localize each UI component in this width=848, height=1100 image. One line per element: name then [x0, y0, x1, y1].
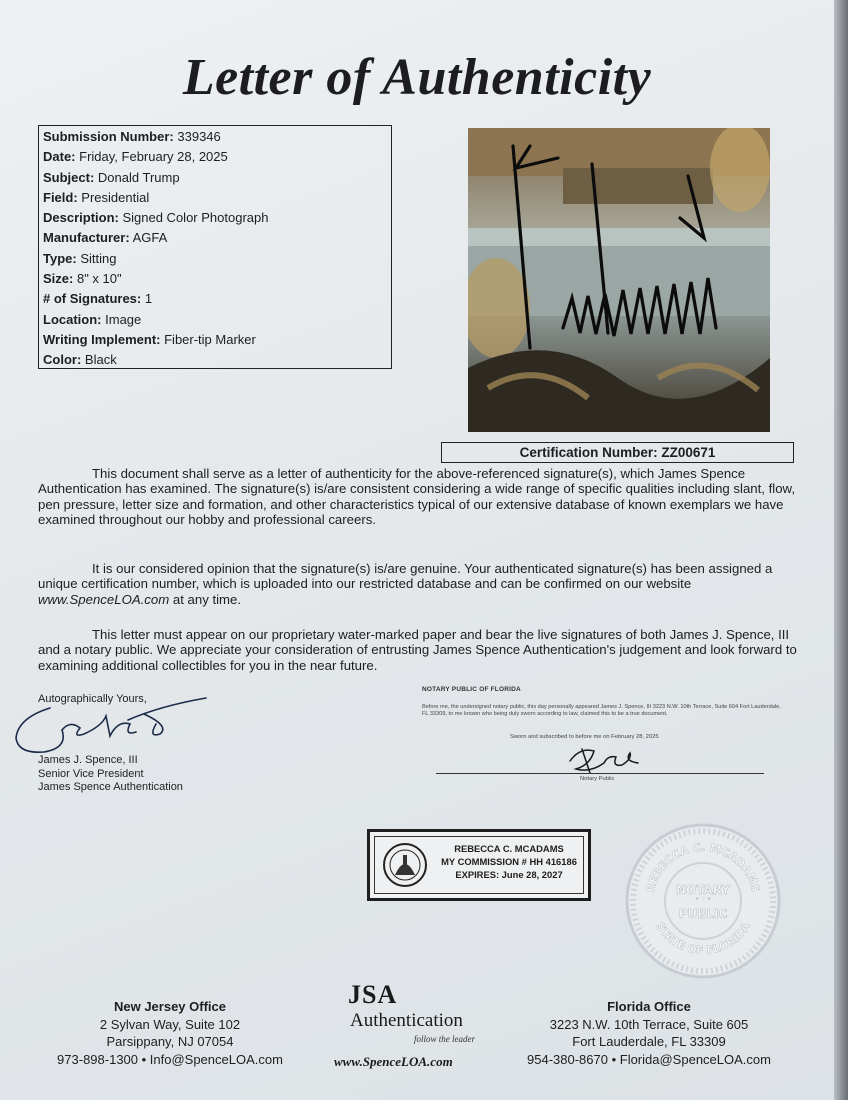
signer-name: James J. Spence, III — [38, 754, 138, 766]
detail-label: Date: — [43, 149, 76, 165]
notary-signature — [560, 743, 650, 777]
detail-row — [43, 310, 387, 330]
notary-stamp — [367, 829, 591, 901]
detail-label: Field: — [43, 189, 78, 205]
detail-value: 8" x 10" — [76, 271, 122, 287]
jsa-logo — [322, 978, 508, 1074]
signer-role: Senior Vice President — [38, 767, 144, 780]
detail-label: Submission Number: — [43, 129, 174, 144]
seal-bottom-text: STATE OF FLORIDA — [653, 920, 753, 958]
detail-row — [43, 127, 387, 147]
office-name: Florida Office — [607, 999, 691, 1014]
seal-divider-icon: •◦• — [694, 894, 712, 905]
detail-label: Type: — [43, 250, 77, 266]
office-city: Fort Lauderdale, FL 33309 — [572, 1034, 726, 1049]
seal-center-text: PUBLIC — [678, 907, 728, 921]
logo-mark: JSA — [348, 980, 398, 1009]
notary-label: Notary Public — [580, 776, 615, 782]
stamp-expiration: EXPIRES: June 28, 2027 — [455, 869, 563, 880]
signed-photograph-image — [468, 128, 770, 432]
logo-tagline: follow the leader — [414, 1034, 475, 1044]
office-name: New Jersey Office — [113, 999, 226, 1014]
detail-value: Signed Color Photograph — [122, 210, 269, 226]
certification-value: ZZ00671 — [661, 445, 716, 460]
notary-signature-line — [436, 773, 764, 774]
certification-label: Certification Number: — [519, 445, 658, 460]
office-city: Parsippany, NJ 07054 — [106, 1034, 234, 1049]
detail-label: # of Signatures: — [43, 291, 142, 307]
stamp-notary-name: REBECCA C. MCADAMS — [454, 843, 564, 854]
notary-embossed-seal — [624, 822, 782, 980]
detail-row — [43, 289, 387, 309]
signer-company: James Spence Authentication — [38, 781, 183, 793]
detail-label: Description: — [43, 210, 119, 226]
signer-block — [38, 754, 183, 795]
detail-value: Donald Trump — [97, 169, 180, 185]
page-edge-shadow — [834, 0, 848, 1100]
website-link[interactable]: www.SpenceLOA.com — [38, 591, 170, 607]
seal-center-text: NOTARY — [675, 883, 731, 897]
office-contact: 954-380-8670 • Florida@SpenceLOA.com — [527, 1051, 771, 1067]
detail-row — [43, 350, 387, 370]
detail-row — [43, 330, 387, 350]
detail-label: Location: — [43, 311, 102, 327]
stamp-text — [434, 842, 584, 881]
new-jersey-office — [30, 998, 310, 1068]
detail-label: Subject: — [43, 169, 95, 185]
office-address: 2 Sylvan Way, Suite 102 — [99, 1016, 241, 1032]
detail-value: AGFA — [132, 230, 168, 246]
detail-value: Friday, February 28, 2025 — [79, 149, 228, 165]
detail-row — [43, 228, 387, 248]
notary-sworn-date: Sworn and subscribed to before me on February 28, 2025 — [510, 734, 659, 740]
notary-statement: Before me, the undersigned notary public, this day personally appeared James J. Spence, III 3223 N.W. 10th Terrace, Suite 604 Fort Lauderdale, FL 33309, to me known who being duly sworn according to law, claimed this to be a true document. — [422, 704, 781, 717]
detail-value: Black — [84, 352, 117, 368]
detail-value: Sitting — [80, 250, 117, 266]
watermark-paragraph: This letter must appear on our proprietary water-marked paper and bear the live signatures of both James J. Spence, III and a notary public. We appreciate your consideration of entrusting James Spence Authentication's judgement and look forward to examining additional collectibles for you in the near future. — [38, 627, 797, 673]
opinion-text-end: at any time. — [169, 591, 242, 607]
closing-line: Autographically Yours, — [38, 693, 147, 705]
state-seal-icon — [379, 841, 431, 889]
detail-label: Color: — [43, 352, 82, 368]
detail-label: Writing Implement: — [43, 331, 161, 347]
detail-label: Manufacturer: — [43, 230, 130, 246]
authenticity-paragraph: This document shall serve as a letter of authenticity for the above-referenced signature(s), which James Spence Authentication has examined. The signature(s) is/are consistent considering a wide range of specific qualities including slant, flow, pen pressure, letter size and formation, and other characteristics typical of our extensive database of known exemplars we have examined throughout our hobby and professional careers. — [38, 466, 795, 528]
seal-top-text: REBECCA C. MCADAMS — [643, 840, 763, 894]
detail-value: 339346 — [177, 129, 221, 144]
detail-row — [43, 249, 387, 269]
notary-heading: NOTARY PUBLIC OF FLORIDA — [422, 686, 521, 693]
detail-row — [43, 269, 387, 289]
detail-label: Size: — [43, 271, 74, 287]
logo-website[interactable]: www.SpenceLOA.com — [334, 1054, 453, 1069]
opinion-text: It is our considered opinion that the signature(s) is/are genuine. Your authenticated signature(s) has been assigned a unique certification number, which is uploaded into our restricted database and can be confirmed on our website — [38, 561, 773, 592]
office-address: 3223 N.W. 10th Terrace, Suite 605 — [549, 1016, 749, 1032]
office-contact: 973-898-1300 • Info@SpenceLOA.com — [57, 1051, 283, 1067]
detail-row — [43, 188, 387, 208]
detail-value: Image — [105, 311, 142, 327]
stamp-commission: MY COMMISSION # HH 416186 — [441, 856, 577, 867]
detail-row — [43, 168, 387, 188]
opinion-paragraph — [38, 561, 798, 607]
submission-details-box — [38, 125, 392, 369]
detail-row — [43, 208, 387, 228]
detail-value: 1 — [144, 291, 153, 307]
detail-value: Presidential — [81, 189, 150, 205]
logo-name: Authentication — [350, 1010, 463, 1031]
detail-row — [43, 147, 387, 167]
document-title: Letter of Authenticity — [182, 49, 652, 106]
detail-value: Fiber-tip Marker — [164, 331, 256, 347]
certification-number — [441, 442, 794, 463]
florida-office — [504, 998, 794, 1068]
photograph-illustration — [468, 128, 770, 432]
